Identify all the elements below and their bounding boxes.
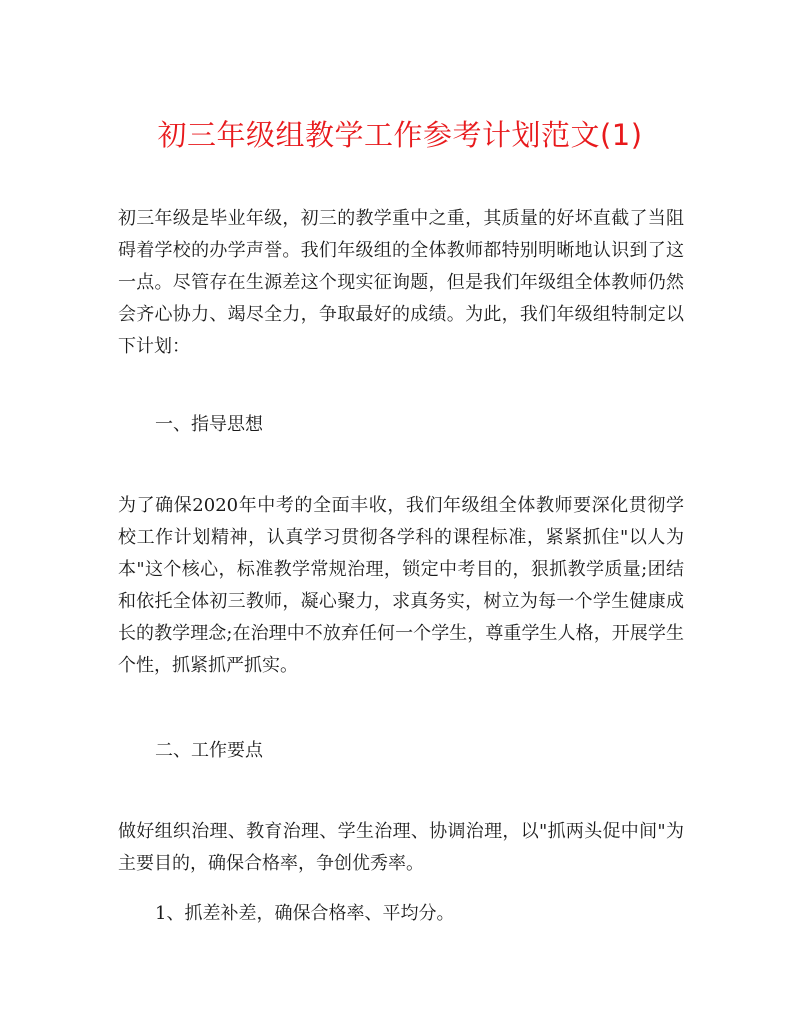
intro-paragraph: 初三年级是毕业年级，初三的教学重中之重，其质量的好坏直截了当阻碍着学校的办学声誉。我们年级组的全体教师都特别明晰地认识到了这一点。尽管存在生源差这个现实征询题，但是我们年级组全体教师仍然会齐心协力、竭尽全力，争取最好的成绩。为此，我们年级组特制定以下计划： [118, 208, 684, 357]
guiding-ideology-paragraph: 为了确保2020年中考的全面丰收，我们年级组全体教师要深化贯彻学校工作计划精神，认真学习贯彻各学科的课程标准，紧紧抓住"以人为本"这个核心，标准教学常规治理，锁定中考目的，狠抓教学质量;团结和依托全体初三教师，凝心聚力，求真务实，树立为每一个学生健康成长的教学理念;在治理中不放弃任何一个学生，尊重学生人格，开展学生个性，抓紧抓严抓实。 [118, 495, 684, 676]
document-title: 初三年级组教学工作参考计划范文(1) [157, 118, 643, 152]
section-heading-guiding-ideology: 一、指导思想 [155, 414, 263, 435]
section-heading-work-points: 二、工作要点 [155, 740, 263, 761]
work-points-paragraph: 做好组织治理、教育治理、学生治理、协调治理，以"抓两头促中间"为主要目的，确保合格率，争创优秀率。 [118, 821, 684, 874]
point-1-text: 1、抓差补差，确保合格率、平均分。 [155, 903, 455, 924]
